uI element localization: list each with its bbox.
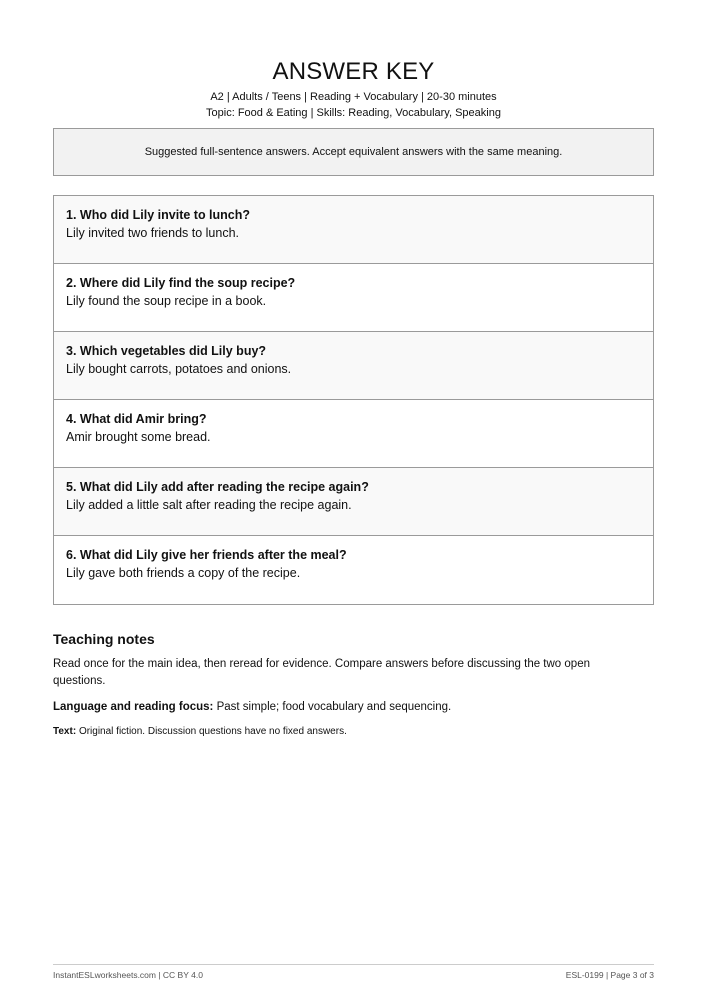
footer-license: InstantESLworksheets.com | CC BY 4.0 xyxy=(53,970,203,980)
answer-table xyxy=(53,195,654,605)
answer-row xyxy=(54,196,653,264)
question-text: 1. Who did Lily invite to lunch? xyxy=(66,208,251,222)
worksheet-page xyxy=(53,0,654,1000)
topic-skills: Topic: Food & Eating | Skills: Reading, Vocabulary, Speaking xyxy=(206,107,501,119)
text-source-label: Text: xyxy=(53,726,77,737)
language-focus xyxy=(53,699,451,715)
answer-text: Lily found the soup recipe in a book. xyxy=(66,294,267,308)
level-meta: A2 | Adults / Teens | Reading + Vocabulary | 20-30 minutes xyxy=(210,91,497,103)
teaching-notes-heading: Teaching notes xyxy=(53,631,155,647)
question-text: 4. What did Amir bring? xyxy=(66,412,207,426)
answer-text: Lily invited two friends to lunch. xyxy=(66,226,240,240)
answer-text: Lily added a little salt after reading the recipe again. xyxy=(66,498,352,512)
answer-row xyxy=(54,332,653,400)
language-focus-label: Language and reading focus: xyxy=(53,701,214,713)
question-text: 2. Where did Lily find the soup recipe? xyxy=(66,276,296,290)
answer-row xyxy=(54,264,653,332)
page-title: ANSWER KEY xyxy=(272,58,435,85)
text-source-text: Original fiction. Discussion questions have no fixed answers. xyxy=(78,726,347,737)
instructions-text: Suggested full-sentence answers. Accept equivalent answers with the same meaning. xyxy=(144,146,563,158)
answer-row xyxy=(54,468,653,536)
language-focus-text: Past simple; food vocabulary and sequencing. xyxy=(216,701,452,713)
answer-row xyxy=(54,400,653,468)
question-text: 3. Which vegetables did Lily buy? xyxy=(66,344,267,358)
teaching-notes-body: Read once for the main idea, then reread for evidence. Compare answers before discussing the two open questions. xyxy=(53,658,590,687)
footer-page-number: ESL-0199 | Page 3 of 3 xyxy=(565,970,654,980)
text-source-note xyxy=(53,725,347,739)
question-text: 6. What did Lily give her friends after the meal? xyxy=(66,548,347,562)
answer-row xyxy=(54,536,653,604)
question-text: 5. What did Lily add after reading the recipe again? xyxy=(66,480,369,494)
footer-divider xyxy=(53,964,654,965)
answer-text: Amir brought some bread. xyxy=(66,430,211,444)
instructions-box xyxy=(53,128,654,176)
answer-text: Lily bought carrots, potatoes and onions. xyxy=(66,362,292,376)
answer-text: Lily gave both friends a copy of the recipe. xyxy=(66,566,301,580)
